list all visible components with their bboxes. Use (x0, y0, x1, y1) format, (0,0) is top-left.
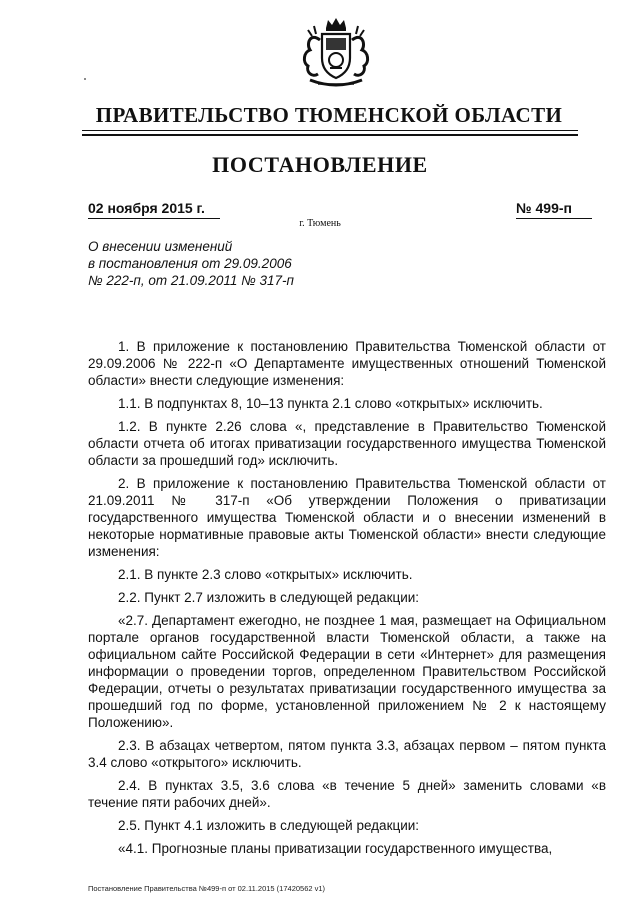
paragraph: 2. В приложение к постановлению Правительства Тюменской области от 21.09.2011 № 317-п «Об утверждении Положения о приватизации государственного имущества Тюменской области и о внесении изменений в некоторые нормативные правовые акты Тюменской области» внести следующие изменения: (88, 476, 606, 559)
coat-of-arms-icon (288, 14, 384, 94)
document-footer: Постановление Правительства №499-п от 02.11.2015 (17420562 v1) (88, 884, 326, 893)
government-name: ПРАВИТЕЛЬСТВО ТЮМЕНСКОЙ ОБЛАСТИ (95, 103, 563, 127)
paragraph: 2.5. Пункт 4.1 изложить в следующей редакции: (118, 818, 420, 833)
header-rule-thin (82, 130, 578, 131)
paragraph: 1.1. В подпунктах 8, 10–13 пункта 2.1 слово «открытых» исключить. (118, 396, 543, 411)
paragraph: «2.7. Департамент ежегодно, не позднее 1 мая, размещает на Официальном портале органов государственной власти Тюменской области, а также на официальном сайте Российской Федерации в сети «Интернет» для размещения информации о проведении торгов, определенном Правительством Российской Федерации, отчеты о результатах приватизации государственного имущества за прошедший год по форме, установленной приложением № 2 к настоящему Положению». (88, 613, 606, 730)
document-body (88, 338, 606, 863)
paragraph: 2.2. Пункт 2.7 изложить в следующей редакции: (118, 590, 420, 605)
document-type: ПОСТАНОВЛЕНИЕ (212, 152, 428, 177)
subject-line: О внесении изменений (88, 239, 233, 254)
subject-line: № 222-п, от 21.09.2011 № 317-п (88, 273, 294, 288)
scan-speck (84, 78, 86, 80)
paragraph: 1.2. В пункте 2.26 слова «, представление в Правительство Тюменской области отчета об итогах приватизации государственного имущества Тюменской области за прошедший год» исключить. (88, 419, 606, 468)
subject-line: в постановления от 29.09.2006 (88, 256, 292, 271)
paragraph: «4.1. Прогнозные планы приватизации государственного имущества, (118, 841, 553, 856)
document-city: г. Тюмень (299, 218, 341, 229)
paragraph: 2.1. В пункте 2.3 слово «открытых» исключить. (118, 567, 413, 582)
document-date: 02 ноября 2015 г. (88, 200, 220, 219)
paragraph: 2.4. В пунктах 3.5, 3.6 слова «в течение 5 дней» заменить словами «в течение пяти рабочих дней». (88, 778, 606, 810)
paragraph: 2.3. В абзацах четвертом, пятом пункта 3.3, абзацах первом – пятом пункта 3.4 слово «открытого» исключить. (88, 738, 606, 770)
document-number: № 499-п (516, 200, 592, 219)
document-subject (88, 238, 348, 289)
header-rule-thick (82, 134, 578, 136)
paragraph: 1. В приложение к постановлению Правительства Тюменской области от 29.09.2006 № 222-п «О Департаменте имущественных отношений Тюменской области» внести следующие изменения: (88, 339, 606, 388)
